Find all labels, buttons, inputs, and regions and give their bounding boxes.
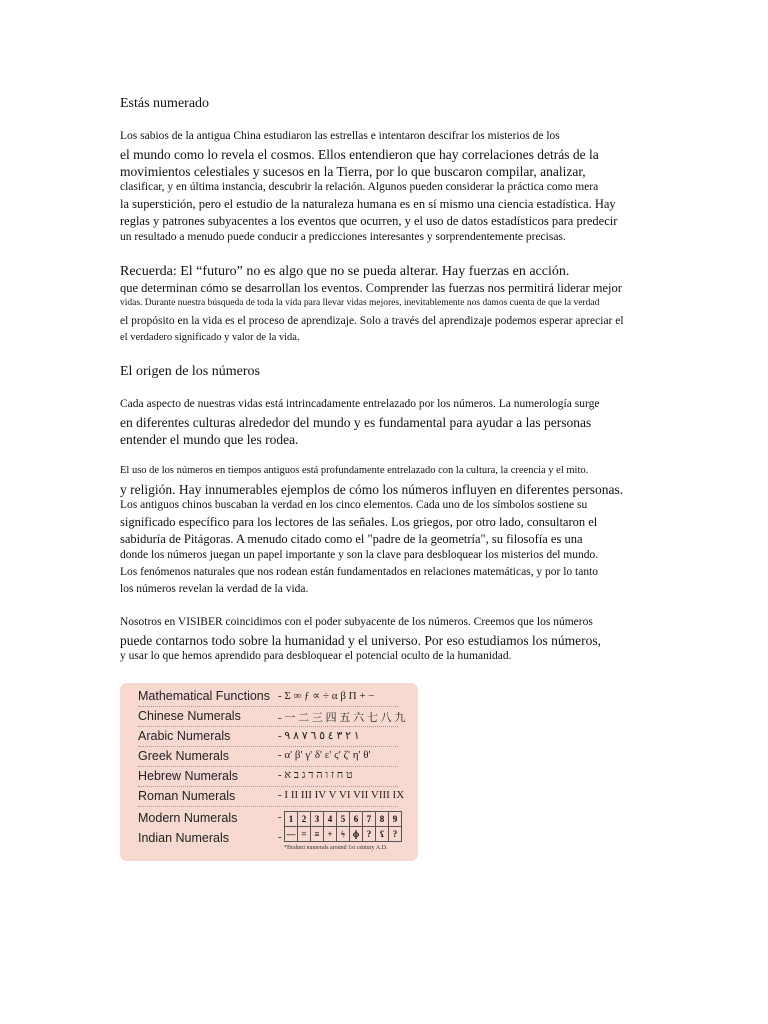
text-line: El uso de los números en tiempos antiguos está profundamente entrelazado con la cultura, la creencia y el mito.: [120, 465, 589, 476]
numerals-figure: [120, 683, 418, 861]
numeral-label: Hebrew Numerals: [138, 769, 239, 783]
text-line: en diferentes culturas alrededor del mundo y es fundamental para ayudar a las personas: [120, 415, 592, 430]
numeral-symbols: - 一 二 三 四 五 六 七 八 九: [278, 712, 406, 724]
digit-cell: ʕ: [376, 827, 389, 842]
text-line: donde los números juegan un papel importante y son la clave para desbloquear los misterios del mundo.: [120, 549, 599, 561]
text-line: que determinan cómo se desarrollan los eventos. Comprender las fuerzas nos permitirá liderar mejor: [120, 281, 622, 295]
text-line: Nosotros en VISIBER coincidimos con el poder subyacente de los números. Creemos que los números: [120, 616, 593, 628]
text-line: Los antiguos chinos buscaban la verdad en los cinco elementos. Cada uno de los símbolos sostiene su: [120, 499, 588, 511]
numerals-table: [284, 811, 402, 842]
text-line: vidas. Durante nuestra búsqueda de toda la vida para llevar vidas mejores, inevitablemente nos damos cuenta de que la verdad: [120, 298, 600, 308]
numeral-symbols: - α' β' γ' δ' ε' ϛ' ζ' η' θ': [278, 749, 371, 761]
section-title-origen: El origen de los números: [120, 364, 260, 379]
numeral-label: Mathematical Functions: [138, 689, 271, 703]
digit-cell: 3: [311, 812, 324, 827]
text-line: los números revelan la verdad de la vida.: [120, 583, 309, 595]
numeral-symbols: - ١ ٢ ٣ ٤ ٥ ٦ ٧ ٨ ٩: [278, 730, 360, 742]
text-line: el mundo como lo revela el cosmos. Ellos entendieron que hay correlaciones detrás de la: [120, 147, 599, 162]
section-title-estas-numerado: Estás numerado: [120, 96, 210, 111]
text-line: entender el mundo que les rodea.: [120, 432, 299, 447]
text-line: y usar lo que hemos aprendido para desbloquear el potencial oculto de la humanidad.: [120, 650, 512, 662]
digit-cell: 8: [376, 812, 389, 827]
text-line: Los fenómenos naturales que nos rodean están fundamentados en relaciones matemáticas, y por lo tanto: [120, 566, 599, 578]
text-line: Cada aspecto de nuestras vidas está intrincadamente entrelazado por los números. La numerología surge: [120, 398, 600, 410]
digit-cell: —: [285, 827, 298, 842]
numeral-label: Roman Numerals: [138, 789, 236, 803]
modern-digits-row: [285, 812, 402, 827]
digit-cell: =: [298, 827, 311, 842]
numeral-symbols: - ט ח ז ו ה ד ג ב א: [278, 769, 353, 781]
digit-cell: 4: [324, 812, 337, 827]
text-line: significado específico para los lectores de las señales. Los griegos, por otro lado, consultaron el: [120, 515, 598, 529]
text-line: reglas y patrones subyacentes a los eventos que ocurren, y el uso de datos estadísticos para predecir: [120, 214, 618, 228]
digit-cell: 9: [389, 812, 402, 827]
text-line: Recuerda: El “futuro” no es algo que no se pueda alterar. Hay fuerzas en acción.: [120, 264, 570, 279]
digit-cell: 5: [337, 812, 350, 827]
text-line: Los sabios de la antigua China estudiaron las estrellas e intentaron descifrar los misterios de los: [120, 130, 560, 142]
numeral-row-mathematical: [138, 686, 398, 707]
digit-cell: ϟ: [337, 827, 350, 842]
text-line: movimientos celestiales y sucesos en la Tierra, por lo que buscaron compilar, analizar,: [120, 164, 586, 179]
numeral-symbols: - I II III IV V VI VII VIII IX: [278, 789, 405, 801]
digit-cell: 2: [298, 812, 311, 827]
numeral-row-roman: [138, 786, 405, 807]
numeral-label: Arabic Numerals: [138, 729, 231, 743]
digit-cell: ≡: [311, 827, 324, 842]
digit-cell: 6: [350, 812, 363, 827]
numeral-label: Chinese Numerals: [138, 709, 241, 723]
numeral-row-chinese: [138, 706, 406, 727]
numeral-row-hebrew: [138, 766, 398, 787]
text-line: la superstición, pero el estudio de la naturaleza humana es en sí mismo una ciencia estadística. Hay: [120, 197, 616, 211]
digit-cell: ɸ: [350, 827, 363, 842]
digit-cell: +: [324, 827, 337, 842]
text-line: y religión. Hay innumerables ejemplos de cómo los números influyen en diferentes personas.: [120, 482, 624, 497]
numeral-label: Indian Numerals: [138, 831, 230, 845]
text-line: clasificar, y en última instancia, descubrir la relación. Algunos pueden considerar la práctica como mera: [120, 181, 599, 193]
numeral-row-greek: [138, 746, 398, 767]
numeral-symbols: - Σ ∞ ƒ ∝ ÷ α β Π + −: [278, 690, 375, 702]
digit-cell: ?: [389, 827, 402, 842]
indian-digits-row: [285, 827, 402, 842]
digit-cell: 1: [285, 812, 298, 827]
numeral-symbols: -: [278, 811, 282, 823]
text-line: el propósito en la vida es el proceso de aprendizaje. Solo a través del aprendizaje podemos esperar apreciar el: [120, 315, 624, 327]
numeral-symbols: -: [278, 831, 282, 843]
text-line: puede contarnos todo sobre la humanidad y el universo. Por eso estudiamos los números,: [120, 633, 602, 648]
numeral-label: Greek Numerals: [138, 749, 229, 763]
brahmi-note: *Brahmi numerals around 1st century A.D.: [284, 845, 388, 851]
text-line: sabiduría de Pitágoras. A menudo citado como el "padre de la geometría", su filosofía es una: [120, 532, 583, 546]
digit-cell: ?: [363, 827, 376, 842]
digit-cell: 7: [363, 812, 376, 827]
numeral-label: Modern Numerals: [138, 811, 238, 825]
text-line: el verdadero significado y valor de la vida.: [120, 332, 300, 343]
text-line: un resultado a menudo puede conducir a predicciones interesantes y sorprendentemente precisas.: [120, 231, 566, 243]
numeral-row-arabic: [138, 726, 398, 747]
